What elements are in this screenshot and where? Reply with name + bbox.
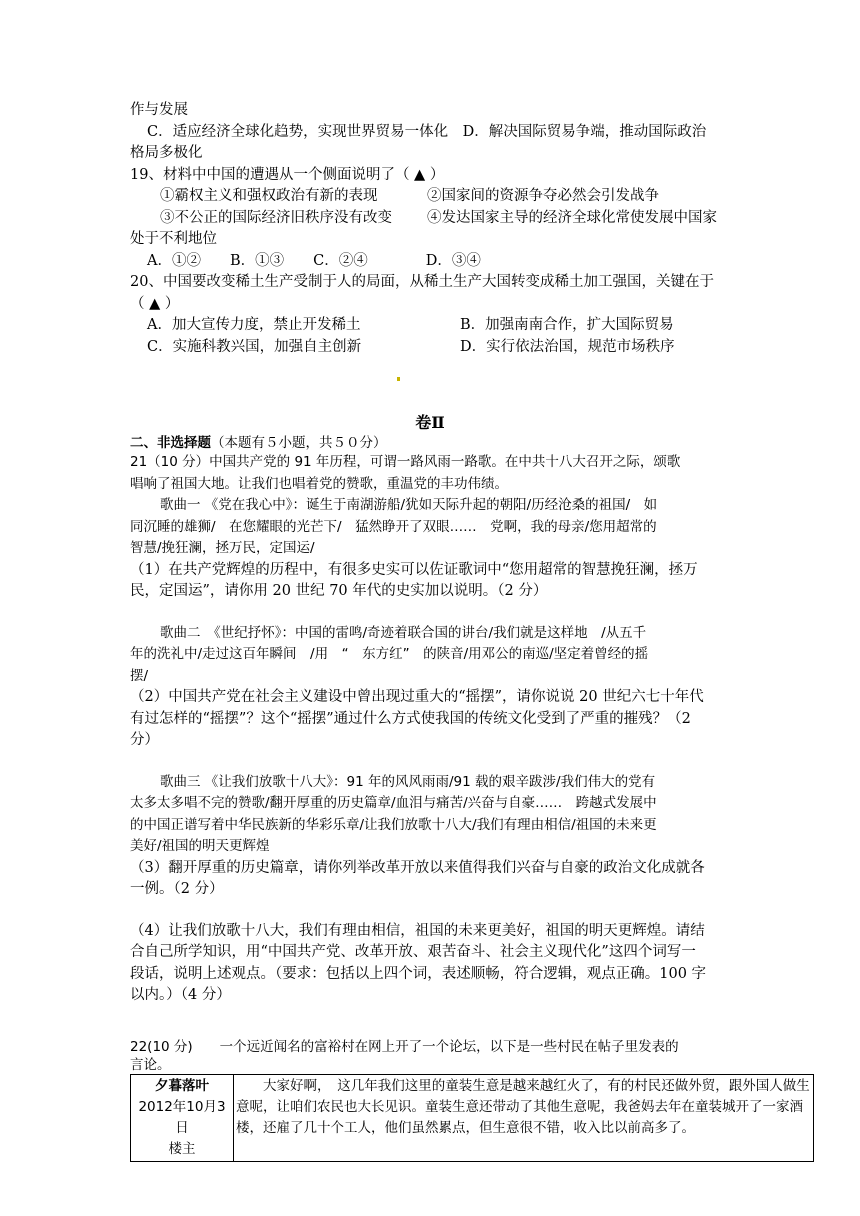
q21-song1-line3: 智慧/挽狂澜，拯万民，定国运/ (130, 540, 315, 556)
q18-option-c: C．适应经济全球化趋势，实现世界贸易一体化 (147, 123, 449, 140)
answer-space (130, 752, 730, 772)
forum-post-row (131, 1075, 814, 1162)
q19-statement-2: ②国家间的资源争夺必然会引发战争 (427, 188, 659, 204)
q20-option-d: D．实行依法治国，规范市场秩序 (460, 338, 675, 355)
q21-song1-line2: 同沉睡的雄狮/ 在您耀眼的光芒下/ 猛然睁开了双眼…… 党啊，我的母亲/您用超常的 (130, 518, 657, 535)
q21-sub4-line1: （4）让我们放歌十八大，我们有理由相信，祖国的未来更美好，祖国的明天更辉煌。请结 (130, 922, 705, 939)
q18-tail: 作与发展 (130, 102, 188, 118)
q21-sub1-line2: 民，定国运”，请你用 20 世纪 70 年代的史实加以说明。（2 分） (130, 583, 548, 599)
q20-option-c: C．实施科教兴国，加强自主创新 (147, 338, 362, 355)
q19-statement-4-cont: 处于不利地位 (130, 231, 217, 247)
q21-sub4-line4: 以内。）（4 分） (130, 987, 231, 1003)
q21-song2-line1: 歌曲二 《世纪抒怀》：中国的雷鸣/奇迹着联合国的讲台/我们就是这样地 /从五千 (160, 624, 647, 641)
exam-page (130, 100, 810, 1162)
forum-role: 楼主 (168, 1141, 196, 1157)
q21-intro-2: 唱响了祖国大地。让我们也唱着党的赞歌，重温党的丰功伟绩。 (130, 475, 508, 492)
q21-song3-line3: 的中国正谱写着中华民族新的华彩乐章/让我们放歌十八大/我们有理由相信/祖国的未来更 (130, 816, 657, 833)
q21-song3-line2: 太多太多唱不完的赞歌/翻开厚重的历史篇章/血泪与痛苦/兴奋与自豪…… 跨越式发展中 (130, 795, 657, 811)
q21-sub2-line2: 有过怎样的“摇摆”？这个“摇摆”通过什么方式使我国的传统文化受到了严重的摧残？（2 (130, 710, 691, 727)
q21-sub3-line1: （3）翻开厚重的历史篇章，请你列举改革开放以来值得我们兴奋与自豪的政治文化成就各 (130, 859, 705, 876)
q21-song1-line1: 歌曲一 《党在我心中》：诞生于南湖游船/犹如天际升起的朝阳/历经沧桑的祖国/ 如 (160, 497, 658, 513)
q18-option-d-cont: 格局多极化 (130, 145, 203, 161)
q18-options-cd (130, 122, 730, 144)
forum-user: 夕暮落叶 (155, 1078, 209, 1094)
q21-song3-line1: 歌曲三 《让我们放歌十八大》：91 年的风风雨雨/91 载的艰辛跋涉/我们伟大的党有 (160, 773, 656, 790)
answer-space (130, 1007, 730, 1037)
part2-heading (130, 434, 730, 452)
q20-options-row2 (130, 337, 730, 359)
forum-post-meta (131, 1075, 234, 1162)
q21-sub3-line2: 一例。（2 分） (130, 881, 224, 897)
q22-intro-2: 言论。 (130, 1057, 171, 1073)
q19-statements-row1 (130, 186, 730, 208)
forum-post-text: 大家好啊， 这几年我们这里的童装生意是越来越红火了，有的村民还做外贸，跟外国人做生意呢，让咱们农民也大长见识。童装生意还带动了其他生意呢，我爸妈去年在童装城开了一家酒楼，还雇了几十个工人，他们虽然累点，但生意很不错，收入比以前高多了。 (234, 1075, 814, 1162)
q20-option-a: A．加大宣传力度，禁止开发稀土 (147, 317, 361, 333)
section-title: 卷Ⅱ (415, 413, 445, 432)
q20-stem-cont: （ ▲ ） (130, 295, 180, 312)
q21-intro-1: 21（10 分）中国共产党的 91 年历程，可谓一路风雨一路歌。在中共十八大召开之际，颂歌 (130, 454, 681, 470)
q21-sub4-line3: 段话，说明上述观点。（要求：包括以上四个词，表述顺畅，符合逻辑，观点正确。100 字 (130, 965, 707, 982)
q19-statement-1: ①霸权主义和强权政治有新的表现 (160, 188, 378, 204)
forum-post-table (130, 1074, 814, 1162)
q21-song2-line3: 摆/ (130, 667, 149, 684)
q21-sub2-line1: （2）中国共产党在社会主义建设中曾出现过重大的“摇摆”，请你说说 20 世纪六七十年代 (130, 689, 704, 705)
q21-sub2-line3: 分） (130, 732, 159, 748)
stray-mark (397, 377, 400, 381)
part2-heading-bold: 二、非选择题 (130, 435, 211, 451)
q21-song3-line4: 美好/祖国的明天更辉煌 (130, 838, 270, 854)
q19-statement-4: ④发达国家主导的经济全球化常使发展中国家 (427, 209, 717, 226)
q19-statement-3: ③不公正的国际经济旧秩序没有改变 (160, 209, 392, 226)
forum-date: 2012年10月3日 (138, 1099, 226, 1136)
answer-space (130, 603, 730, 623)
q21-sub1-line1: （1）在共产党辉煌的历程中，有很多史实可以佐证歌词中“您用超常的智慧挽狂澜，拯万 (130, 561, 698, 578)
q19-statements-row2 (130, 208, 730, 230)
answer-space (130, 901, 730, 921)
q20-stem: 20、中国要改变稀土生产受制于人的局面，从稀土生产大国转变成稀土加工强国，关键在于 (130, 274, 714, 290)
q21-sub4-line2: 合自己所学知识，用“中国共产党、改革开放、艰苦奋斗、社会主义现代化”这四个词写一 (130, 944, 696, 960)
q20-option-b: B．加强南南合作，扩大国际贸易 (460, 317, 674, 333)
q18-option-d: D．解决国际贸易争端，推动国际政治 (462, 123, 707, 140)
q21-song2-line2: 年的洗礼中/走过这百年瞬间 /用 “ 东方红” 的陕音/用邓公的南巡/坚定着曾经的摇 (130, 646, 649, 662)
q19-options: A．①② B．①③ C．②④ D．③④ (147, 252, 481, 269)
q20-options-row1 (130, 315, 730, 337)
part2-heading-rest: （本题有５小题，共５０分） (211, 435, 387, 451)
q22-intro-1: 22(10 分) 一个远近闻名的富裕村在网上开了一个论坛，以下是一些村民在帖子里发表的 (130, 1038, 679, 1055)
q19-stem: 19、材料中中国的遭遇从一个侧面说明了（ ▲ ） (130, 166, 445, 183)
